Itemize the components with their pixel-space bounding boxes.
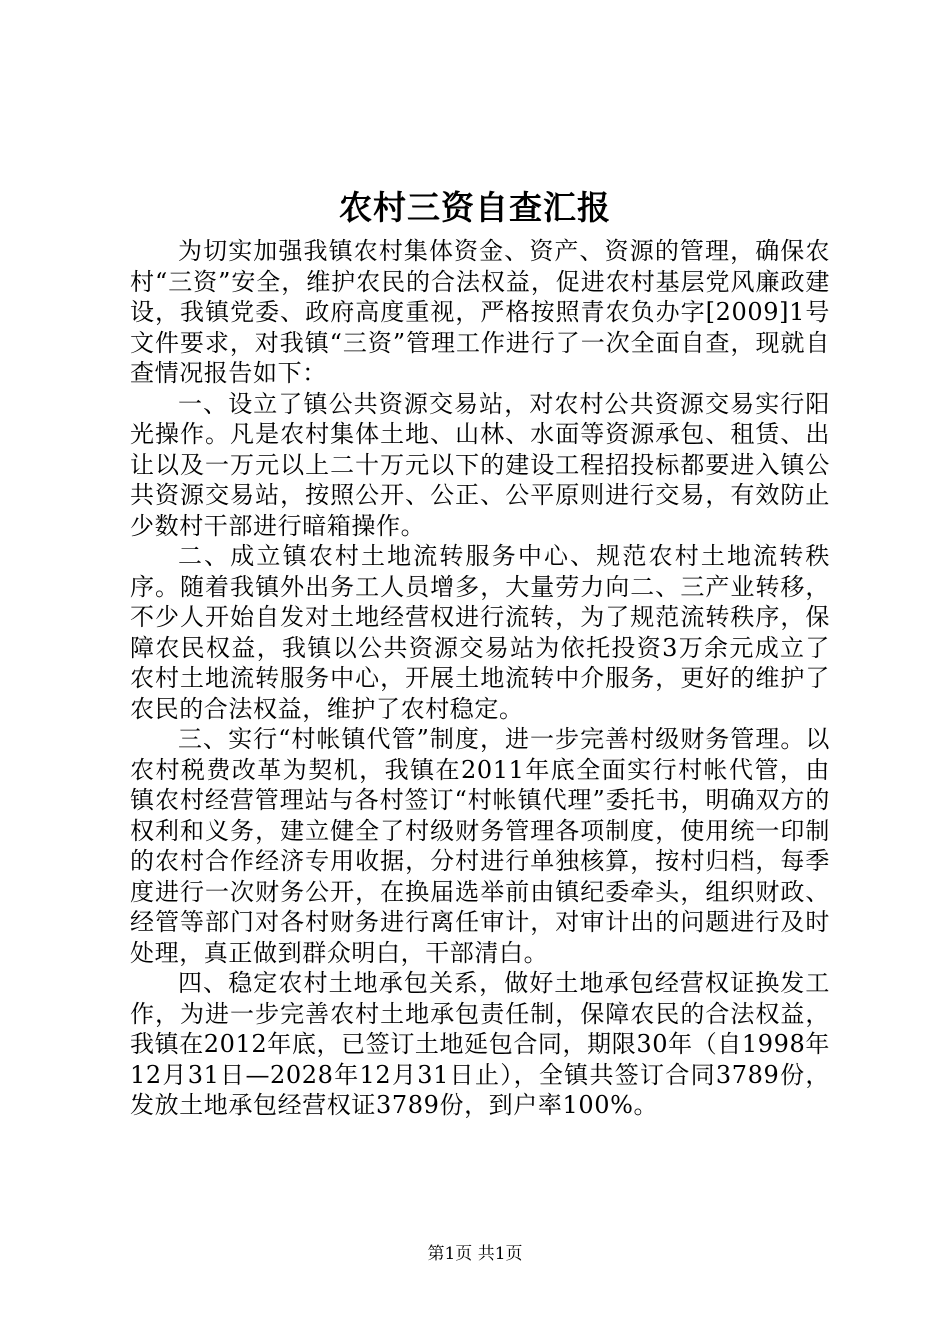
paragraph-section-3: 三、实行“村帐镇代管”制度，进一步完善村级财务管理。以农村税费改革为契机，我镇在2011年底全面实行村帐代管，由镇农村经营管理站与各村签订“村帐镇代理”委托书，明确双方的权利和义务，建立健全了村级财务管理各项制度，使用统一印制的农村合作经济专用收据，分村进行单独核算，按村归档，每季度进行一次财务公开，在换届选举前由镇纪委牵头，组织财政、经管等部门对各村财务进行离任审计，对审计出的问题进行及时处理，真正做到群众明白，干部清白。 bbox=[130, 725, 830, 967]
paragraph-section-1: 一、设立了镇公共资源交易站，对农村公共资源交易实行阳光操作。凡是农村集体土地、山林、水面等资源承包、租赁、出让以及一万元以上二十万元以下的建设工程招投标都要进入镇公共资源交易站，按照公开、公正、公平原则进行交易，有效防止少数村干部进行暗箱操作。 bbox=[130, 389, 830, 540]
page-footer: 第1页 共1页 bbox=[427, 1244, 523, 1264]
paragraph-section-2: 二、成立镇农村土地流转服务中心、规范农村土地流转秩序。随着我镇外出务工人员增多，大量劳力向二、三产业转移，不少人开始自发对土地经营权进行流转，为了规范流转秩序，保障农民权益，我镇以公共资源交易站为依托投资3万余元成立了农村土地流转服务中心，开展土地流转中介服务，更好的维护了农民的合法权益，维护了农村稳定。 bbox=[130, 542, 830, 723]
paragraph-section-4: 四、稳定农村土地承包关系，做好土地承包经营权证换发工作，为进一步完善农村土地承包责任制，保障农民的合法权益，我镇在2012年底，已签订土地延包合同，期限30年（自1998年12月31日—2028年12月31日止），全镇共签订合同3789份，发放土地承包经营权证3789份，到户率100%。 bbox=[130, 969, 830, 1119]
document-title: 农村三资自查汇报 bbox=[339, 188, 611, 227]
document-body bbox=[130, 236, 830, 1121]
paragraph-intro: 为切实加强我镇农村集体资金、资产、资源的管理，确保农村“三资”安全，维护农民的合法权益，促进农村基层党风廉政建设，我镇党委、政府高度重视，严格按照青农负办字[2009]1号文件要求，对我镇“三资”管理工作进行了一次全面自查，现就自查情况报告如下： bbox=[130, 237, 830, 387]
